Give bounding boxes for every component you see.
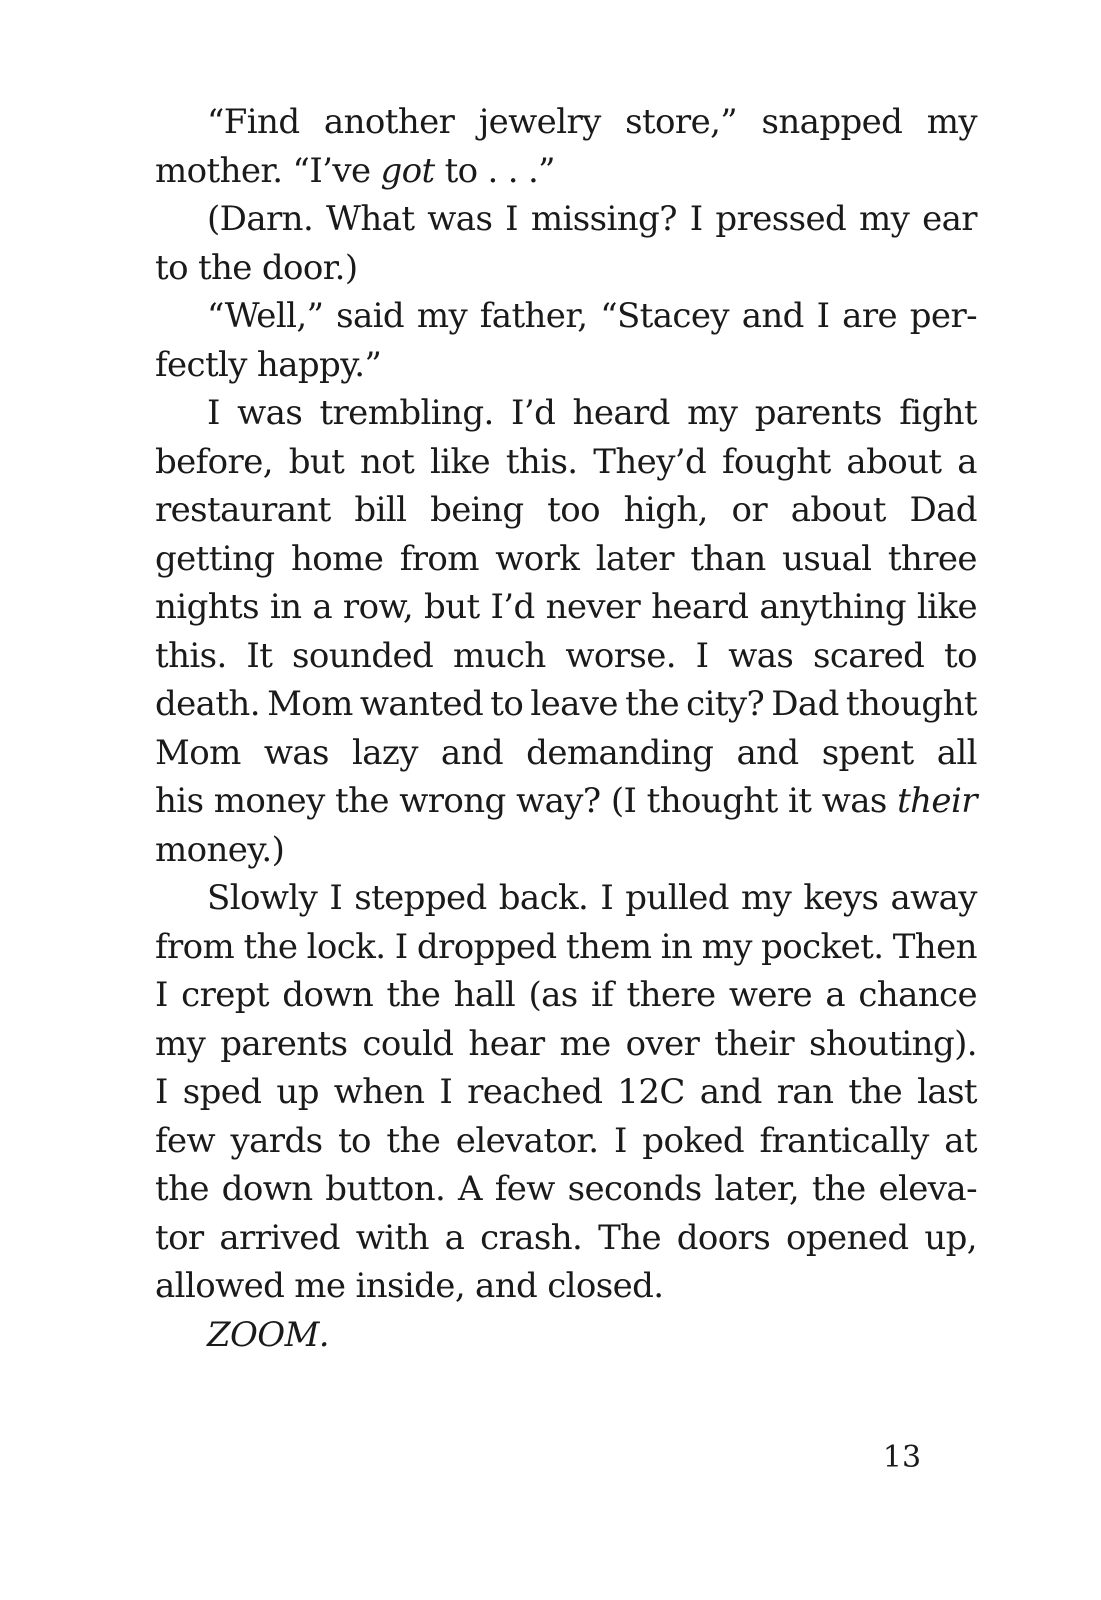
word: I — [394, 926, 408, 967]
word: “I’ve — [292, 150, 371, 191]
word: home — [290, 538, 384, 579]
word: “Find — [207, 102, 300, 142]
word: hear — [468, 1023, 545, 1064]
word: it — [788, 781, 812, 821]
word: in — [269, 587, 302, 627]
word: They’d — [593, 441, 707, 482]
word: I’d — [490, 587, 535, 627]
word: usual — [782, 538, 872, 579]
word: was — [427, 199, 493, 239]
word: when — [333, 1072, 425, 1112]
text-line — [155, 195, 977, 244]
word: yards — [230, 1120, 323, 1161]
word: Dad — [771, 684, 839, 724]
word: closed. — [547, 1266, 664, 1306]
text-line — [155, 292, 977, 341]
word: happy.” — [256, 344, 382, 385]
word: up — [276, 1072, 319, 1112]
text-line — [155, 1311, 977, 1360]
word: wanted — [359, 684, 484, 724]
word: pocket. — [761, 926, 884, 967]
word: Mom — [267, 684, 353, 724]
word: ear — [922, 199, 977, 239]
word: I — [689, 199, 703, 239]
word: down — [282, 975, 374, 1015]
word: their — [714, 1023, 795, 1064]
word: all — [936, 732, 977, 773]
word: to — [444, 150, 478, 191]
word: dropped — [416, 926, 557, 967]
word: like — [429, 441, 491, 482]
word: missing? — [530, 199, 677, 239]
word: keys — [803, 878, 879, 918]
text-line — [155, 1020, 977, 1069]
word: about — [790, 490, 886, 530]
text-line — [155, 826, 977, 875]
word: ran — [776, 1072, 834, 1112]
word: I — [816, 296, 830, 336]
text-line — [155, 341, 977, 390]
word: was — [263, 732, 329, 773]
word: was — [237, 393, 303, 433]
word: crash. — [480, 1217, 583, 1258]
word: the — [335, 781, 389, 821]
word: father, — [479, 296, 588, 336]
word: It — [246, 635, 273, 676]
word: restaurant — [155, 490, 331, 530]
word: per- — [909, 296, 977, 336]
word: at — [944, 1120, 977, 1161]
word: 12C — [617, 1072, 685, 1112]
word: the — [386, 975, 441, 1015]
word: button. — [325, 1169, 446, 1209]
word: work — [495, 538, 580, 579]
word: opened — [785, 1217, 909, 1258]
word: were — [728, 975, 813, 1015]
word: fought — [721, 441, 831, 482]
word: I — [600, 878, 614, 918]
text-line — [155, 389, 977, 438]
word: snapped — [761, 102, 903, 142]
word: me — [294, 1266, 346, 1306]
word: thought — [845, 684, 977, 724]
word: to — [490, 684, 524, 724]
word: trembling. — [319, 393, 494, 433]
word: pressed — [715, 199, 847, 239]
text-line — [155, 486, 977, 535]
word: chance — [858, 975, 977, 1015]
word: sounded — [292, 635, 434, 676]
word: . — [487, 150, 498, 191]
word: but — [288, 441, 345, 482]
text-line — [155, 147, 977, 196]
word: never — [545, 587, 641, 627]
word: got — [380, 150, 435, 191]
word: being — [430, 490, 524, 530]
word: his — [155, 781, 204, 821]
word: parents — [220, 1023, 348, 1064]
word: Mom — [155, 732, 241, 773]
word: pulled — [625, 878, 729, 918]
word: to — [337, 1120, 371, 1161]
word: way? — [516, 781, 601, 821]
word: my — [859, 199, 910, 239]
text-line — [155, 535, 977, 584]
word: “Well,” — [207, 296, 324, 336]
word: city? — [686, 684, 765, 724]
word: few — [155, 1120, 216, 1161]
word: the — [243, 926, 298, 967]
word: and — [736, 732, 799, 773]
word: their — [897, 781, 977, 821]
word: lazy — [351, 732, 418, 773]
word: A — [458, 1169, 483, 1209]
word: thought — [646, 781, 778, 821]
word: to — [944, 635, 977, 676]
word: my — [155, 1023, 206, 1064]
word: before, — [155, 441, 273, 482]
text-line — [155, 1117, 977, 1166]
word: my — [687, 393, 738, 433]
word: me — [559, 1023, 611, 1064]
word: money — [213, 781, 325, 821]
word: later, — [714, 1169, 800, 1209]
word: I — [155, 975, 168, 1015]
word: parents — [754, 393, 882, 433]
word: few — [494, 1169, 555, 1209]
word: nights — [155, 587, 259, 627]
word: like — [916, 587, 977, 627]
word: heard — [572, 393, 670, 433]
word: Slowly — [207, 878, 318, 918]
word: the — [386, 1120, 441, 1161]
word: spent — [821, 732, 914, 773]
word: a — [957, 441, 977, 482]
word: not — [359, 441, 415, 482]
word: worse. — [565, 635, 676, 676]
word: my — [926, 102, 977, 142]
word: elevator. — [455, 1120, 599, 1161]
word: my — [701, 926, 752, 967]
word: leave — [530, 684, 618, 724]
word: a — [444, 1217, 465, 1258]
word: (I — [610, 781, 637, 821]
word: jewelry — [478, 102, 601, 142]
word: money.) — [155, 829, 285, 870]
word: and — [475, 1266, 538, 1306]
word: from — [399, 538, 479, 579]
word: in — [660, 926, 693, 967]
word: sped — [182, 1072, 262, 1112]
word: I — [505, 199, 518, 239]
word: or — [731, 490, 768, 530]
word: than — [690, 538, 766, 579]
word: three — [887, 538, 977, 579]
word: mother. — [155, 150, 283, 191]
word: (as — [528, 975, 578, 1015]
word: another — [323, 102, 455, 142]
word: the — [625, 684, 679, 724]
word: What — [326, 199, 415, 239]
word: to — [155, 247, 188, 288]
word: . — [507, 150, 518, 191]
text-line — [155, 98, 977, 147]
page-number: 13 — [882, 1440, 922, 1475]
word: (Darn. — [207, 199, 314, 239]
word: crept — [181, 975, 269, 1015]
word: later — [595, 538, 674, 579]
word: the — [811, 1169, 866, 1209]
word: a — [825, 975, 846, 1015]
word: up, — [924, 1217, 977, 1258]
word: heard — [651, 587, 749, 627]
word: I — [439, 1072, 453, 1112]
word: the — [155, 1169, 209, 1209]
text-line — [155, 583, 977, 632]
text-line — [155, 438, 977, 487]
word: frantically — [759, 1120, 929, 1161]
text-line — [155, 680, 977, 729]
word: last — [917, 1072, 977, 1112]
word: the — [848, 1072, 903, 1112]
word: fectly — [155, 344, 247, 385]
word: the — [197, 247, 252, 288]
word: row, — [342, 587, 414, 627]
text-line — [155, 923, 977, 972]
word: and — [741, 296, 804, 336]
word: shouting). — [809, 1023, 977, 1064]
word: but — [424, 587, 480, 627]
text-line — [155, 729, 977, 778]
word: I’d — [511, 393, 556, 433]
word: doors — [676, 1217, 771, 1258]
word: I — [155, 1072, 168, 1112]
word: reached — [467, 1072, 603, 1112]
word: away — [890, 878, 977, 918]
word: store,” — [625, 102, 738, 142]
word: seconds — [567, 1169, 702, 1209]
text-line — [155, 874, 977, 923]
word: about — [846, 441, 942, 482]
word: back. — [498, 878, 589, 918]
word: much — [452, 635, 546, 676]
word: The — [598, 1217, 661, 1258]
word: arrived — [219, 1217, 340, 1258]
word: my — [741, 878, 792, 918]
word: anything — [759, 587, 906, 627]
word: was — [728, 635, 794, 676]
word: Then — [892, 926, 977, 967]
text-line — [155, 1068, 977, 1117]
word: my — [416, 296, 468, 336]
text-line — [155, 1262, 977, 1311]
text-line — [155, 244, 977, 293]
word: inside, — [355, 1266, 466, 1306]
word: and — [699, 1072, 762, 1112]
word: I — [695, 635, 709, 676]
word: them — [565, 926, 652, 967]
word: said — [336, 296, 405, 336]
text-line — [155, 1214, 977, 1263]
word: a — [312, 587, 333, 627]
word: I — [329, 878, 343, 918]
word: stepped — [354, 878, 487, 918]
word: tor — [155, 1217, 204, 1258]
word: this. — [155, 635, 227, 676]
word: there — [626, 975, 716, 1015]
word: over — [625, 1023, 700, 1064]
word: fight — [899, 393, 977, 433]
word: ZOOM. — [207, 1314, 329, 1355]
word: door.) — [261, 247, 358, 288]
word: from — [155, 926, 235, 967]
word: lock. — [306, 926, 386, 967]
word: Dad — [909, 490, 977, 530]
word: eleva- — [878, 1169, 977, 1209]
word: down — [221, 1169, 313, 1209]
word: getting — [155, 538, 275, 579]
word: hall — [453, 975, 516, 1015]
word: was — [821, 781, 887, 821]
text-line — [155, 777, 977, 826]
word: could — [362, 1023, 454, 1064]
word: “Stacey — [600, 296, 729, 336]
body-text — [155, 98, 977, 1359]
word: I — [613, 1120, 627, 1161]
word: and — [440, 732, 504, 773]
word: wrong — [399, 781, 506, 821]
text-line — [155, 971, 977, 1020]
word: poked — [642, 1120, 745, 1161]
word: are — [842, 296, 898, 336]
word: demanding — [526, 732, 714, 773]
word: allowed — [155, 1266, 285, 1306]
word: if — [590, 975, 614, 1015]
word: scared — [812, 635, 925, 676]
word: bill — [354, 490, 407, 530]
text-line — [155, 1165, 977, 1214]
word: .” — [527, 150, 555, 191]
word: this. — [505, 441, 578, 482]
word: with — [355, 1217, 429, 1258]
word: too — [547, 490, 600, 530]
word: high, — [623, 490, 708, 530]
word: I — [207, 393, 220, 433]
word: death. — [155, 684, 260, 724]
text-line — [155, 632, 977, 681]
